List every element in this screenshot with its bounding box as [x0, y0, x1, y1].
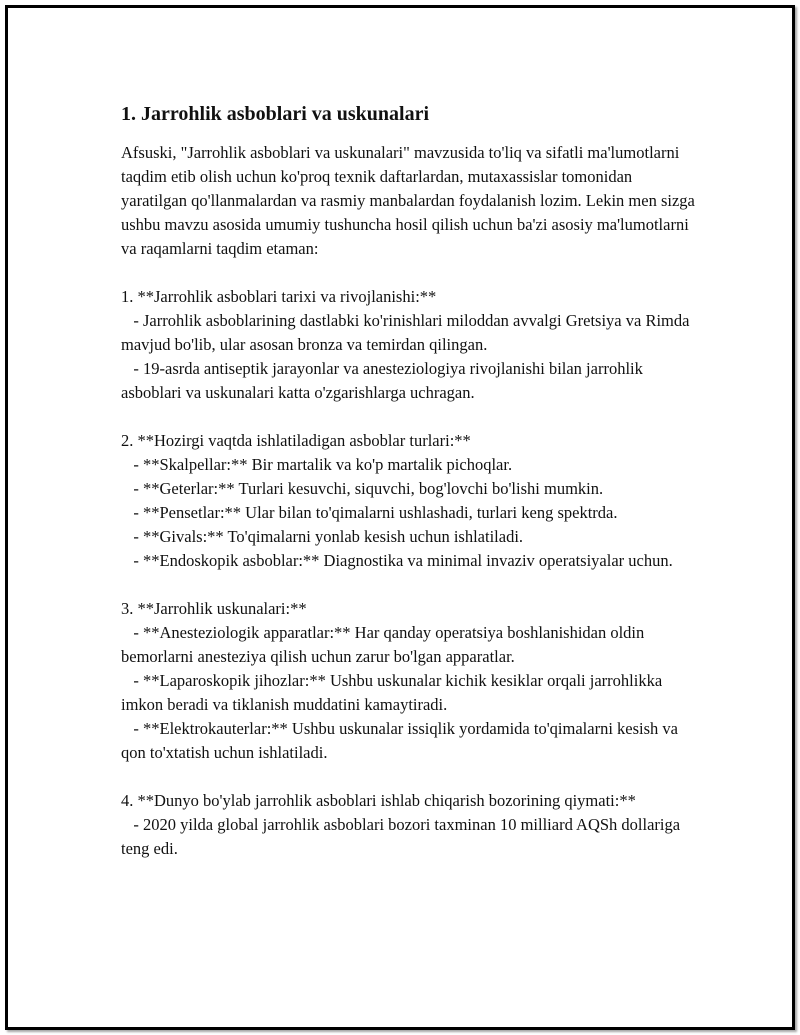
document-content — [121, 100, 701, 861]
document-title: 1. Jarrohlik asboblari va uskunalari — [121, 103, 430, 125]
document-body: Afsuski, "Jarrohlik asboblari va uskunalari" mavzusida to'liq va sifatli ma'lumotlarni taqdim etib olish uchun ko'proq texnik daftarlardan, mutaxassislar tomonidan yaratilgan qo'llanmalardan va rasmiy manbalardan foydalanish lozim. Lekin men sizga ushbu mavzu asosida umumiy tushuncha hosil qilish uchun ba'zi asosiy ma'lumotlarni va raqamlarni taqdim etaman: 1. **Jarrohlik asboblari tarixi va rivojlanishi:** - Jarrohlik asboblarining dastlabki ko'rinishlari miloddan avvalgi Gretsiya va Rimda mavjud bo'lib, ular asosan bronza va temirdan qilingan. - 19-asrda antiseptik jarayonlar va anesteziologiya rivojlanishi bilan jarrohlik asboblari va uskunalari katta o'zgarishlarga uchragan. 2. **Hozirgi vaqtda ishlatiladigan asboblar turlari:** - **Skalpellar:** Bir martalik va ko'p martalik pichoqlar. - **Geterlar:** Turlari kesuvchi, siquvchi, bog'lovchi bo'lishi mumkin. - **Pensetlar:** Ular bilan to'qimalarni ushlashadi, turlari keng spektrda. - **Givals:** To'qimalarni yonlab kesish uchun ishlatiladi. - **Endoskopik asboblar:** Diagnostika va minimal invaziv operatsiyalar uchun. 3. **Jarrohlik uskunalari:** - **Anesteziologik apparatlar:** Har qanday operatsiya boshlanishidan oldin bemorlarni anesteziya qilish uchun zarur bo'lgan apparatlar. - **Laparoskopik jihozlar:** Ushbu uskunalar kichik kesiklar orqali jarrohlikka imkon beradi va tiklanish muddatini kamaytiradi. - **Elektrokauterlar:** Ushbu uskunalar issiqlik yordamida to'qimalarni kesish va qon to'xtatish uchun ishlatiladi. 4. **Dunyo bo'ylab jarrohlik asboblari ishlab chiqarish bozorining qiymati:** - 2020 yilda global jarrohlik asboblari bozori taxminan 10 milliard AQSh dollariga teng edi. — [121, 143, 695, 858]
document-page — [5, 5, 795, 1030]
